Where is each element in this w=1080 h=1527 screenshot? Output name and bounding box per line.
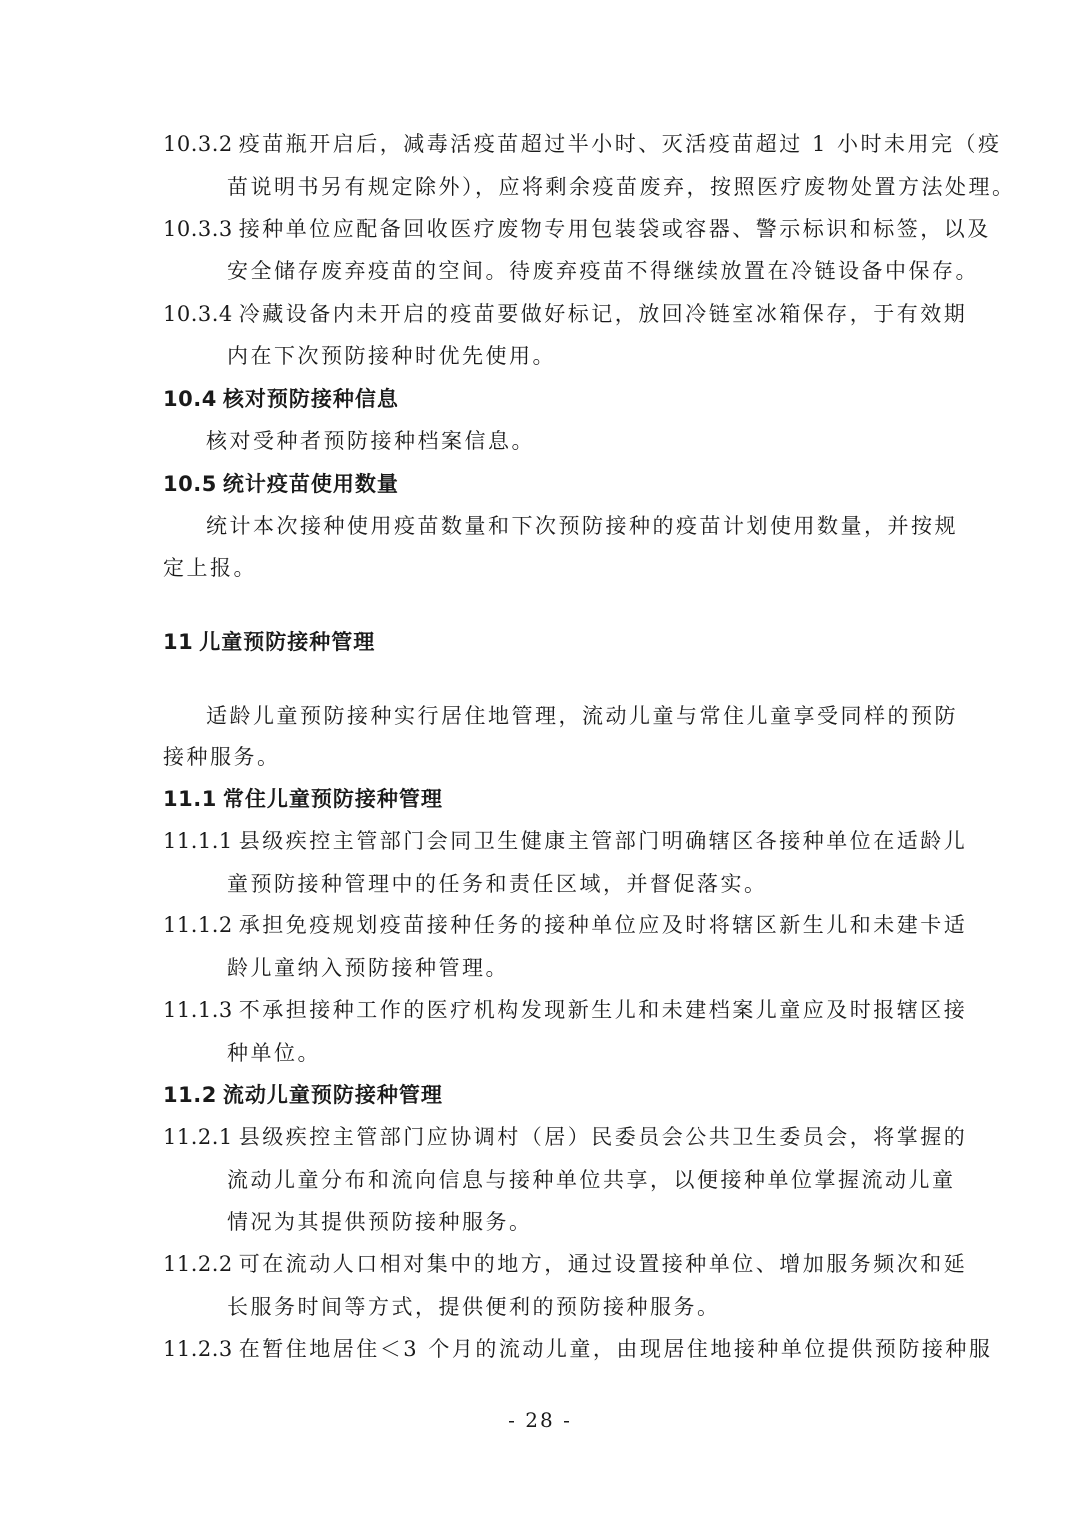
clause-number: 10.3.3 xyxy=(163,217,233,241)
paragraph-line xyxy=(227,1038,321,1068)
clause-text: 在暂住地居住＜3 个月的流动儿童，由现居住地接种单位提供预防接种服 xyxy=(238,1337,993,1361)
chapter-number: 11 xyxy=(163,630,194,654)
clause-number: 11.1.1 xyxy=(163,829,233,853)
clause-text: 疫苗瓶开启后，减毒活疫苗超过半小时、灭活疫苗超过 1 小时未用完（疫 xyxy=(238,132,1002,156)
clause-text: 县级疾控主管部门会同卫生健康主管部门明确辖区各接种单位在适龄儿 xyxy=(238,829,968,853)
paragraph-line xyxy=(163,910,967,940)
paragraph-line xyxy=(227,869,768,899)
body-text: 接种服务。 xyxy=(163,745,281,769)
paragraph-line xyxy=(163,1249,967,1279)
paragraph-line xyxy=(206,701,958,731)
section-heading-10-4 xyxy=(163,384,399,414)
paragraph-line xyxy=(227,1207,533,1237)
clause-text: 内在下次预防接种时优先使用。 xyxy=(227,344,556,368)
clause-text: 不承担接种工作的医疗机构发现新生儿和未建档案儿童应及时报辖区接 xyxy=(238,998,968,1022)
section-title: 流动儿童预防接种管理 xyxy=(222,1083,443,1107)
clause-text: 龄儿童纳入预防接种管理。 xyxy=(227,956,509,980)
clause-text: 可在流动人口相对集中的地方，通过设置接种单位、增加服务频次和延 xyxy=(238,1252,968,1276)
body-text: 核对受种者预防接种档案信息。 xyxy=(206,429,535,453)
section-number: 11.1 xyxy=(163,787,217,811)
paragraph-line xyxy=(163,214,991,244)
body-text: 适龄儿童预防接种实行居住地管理，流动儿童与常住儿童享受同样的预防 xyxy=(206,704,958,728)
page-number: - 28 - xyxy=(508,1408,572,1432)
clause-text: 童预防接种管理中的任务和责任区域，并督促落实。 xyxy=(227,872,768,896)
section-number: 10.5 xyxy=(163,472,217,496)
paragraph-line xyxy=(163,129,1002,159)
paragraph-line xyxy=(163,1122,967,1152)
body-text: 定上报。 xyxy=(163,556,257,580)
clause-text: 安全储存废弃疫苗的空间。待废弃疫苗不得继续放置在冷链设备中保存。 xyxy=(227,259,979,283)
section-number: 10.4 xyxy=(163,387,217,411)
section-title: 核对预防接种信息 xyxy=(222,387,399,411)
clause-text: 苗说明书另有规定除外），应将剩余疫苗废弃，按照医疗废物处置方法处理。 xyxy=(227,175,1016,199)
clause-text: 承担免疫规划疫苗接种任务的接种单位应及时将辖区新生儿和未建卡适 xyxy=(238,913,968,937)
paragraph-line xyxy=(227,341,556,371)
paragraph-line xyxy=(163,299,967,329)
clause-number: 10.3.4 xyxy=(163,302,233,326)
paragraph-line xyxy=(227,953,509,983)
clause-number: 11.1.3 xyxy=(163,998,233,1022)
clause-text: 情况为其提供预防接种服务。 xyxy=(227,1210,533,1234)
clause-text: 长服务时间等方式，提供便利的预防接种服务。 xyxy=(227,1295,721,1319)
clause-number: 11.2.2 xyxy=(163,1252,233,1276)
section-heading-11-1 xyxy=(163,784,443,814)
clause-text: 种单位。 xyxy=(227,1041,321,1065)
paragraph-line xyxy=(206,511,958,541)
clause-number: 11.2.1 xyxy=(163,1125,233,1149)
paragraph-line xyxy=(227,1292,721,1322)
paragraph-line xyxy=(227,172,1016,202)
clause-text: 冷藏设备内未开启的疫苗要做好标记，放回冷链室冰箱保存，于有效期 xyxy=(238,302,968,326)
clause-number: 11.1.2 xyxy=(163,913,233,937)
section-heading-10-5 xyxy=(163,469,399,499)
clause-number: 10.3.2 xyxy=(163,132,233,156)
chapter-heading-11 xyxy=(163,627,375,657)
paragraph-line xyxy=(163,1334,992,1364)
clause-text: 接种单位应配备回收医疗废物专用包装袋或容器、警示标识和标签，以及 xyxy=(238,217,991,241)
paragraph-line xyxy=(206,426,535,456)
chapter-title: 儿童预防接种管理 xyxy=(199,630,376,654)
paragraph-line xyxy=(163,553,257,583)
section-heading-11-2 xyxy=(163,1080,443,1110)
clause-text: 流动儿童分布和流向信息与接种单位共享，以便接种单位掌握流动儿童 xyxy=(227,1168,956,1192)
section-title: 统计疫苗使用数量 xyxy=(222,472,399,496)
section-title: 常住儿童预防接种管理 xyxy=(222,787,443,811)
clause-number: 11.2.3 xyxy=(163,1337,233,1361)
paragraph-line xyxy=(163,995,967,1025)
paragraph-line xyxy=(163,826,967,856)
paragraph-line xyxy=(227,256,979,286)
paragraph-line xyxy=(163,742,281,772)
paragraph-line xyxy=(227,1165,956,1195)
section-number: 11.2 xyxy=(163,1083,217,1107)
clause-text: 县级疾控主管部门应协调村（居）民委员会公共卫生委员会，将掌握的 xyxy=(238,1125,968,1149)
body-text: 统计本次接种使用疫苗数量和下次预防接种的疫苗计划使用数量，并按规 xyxy=(206,514,958,538)
